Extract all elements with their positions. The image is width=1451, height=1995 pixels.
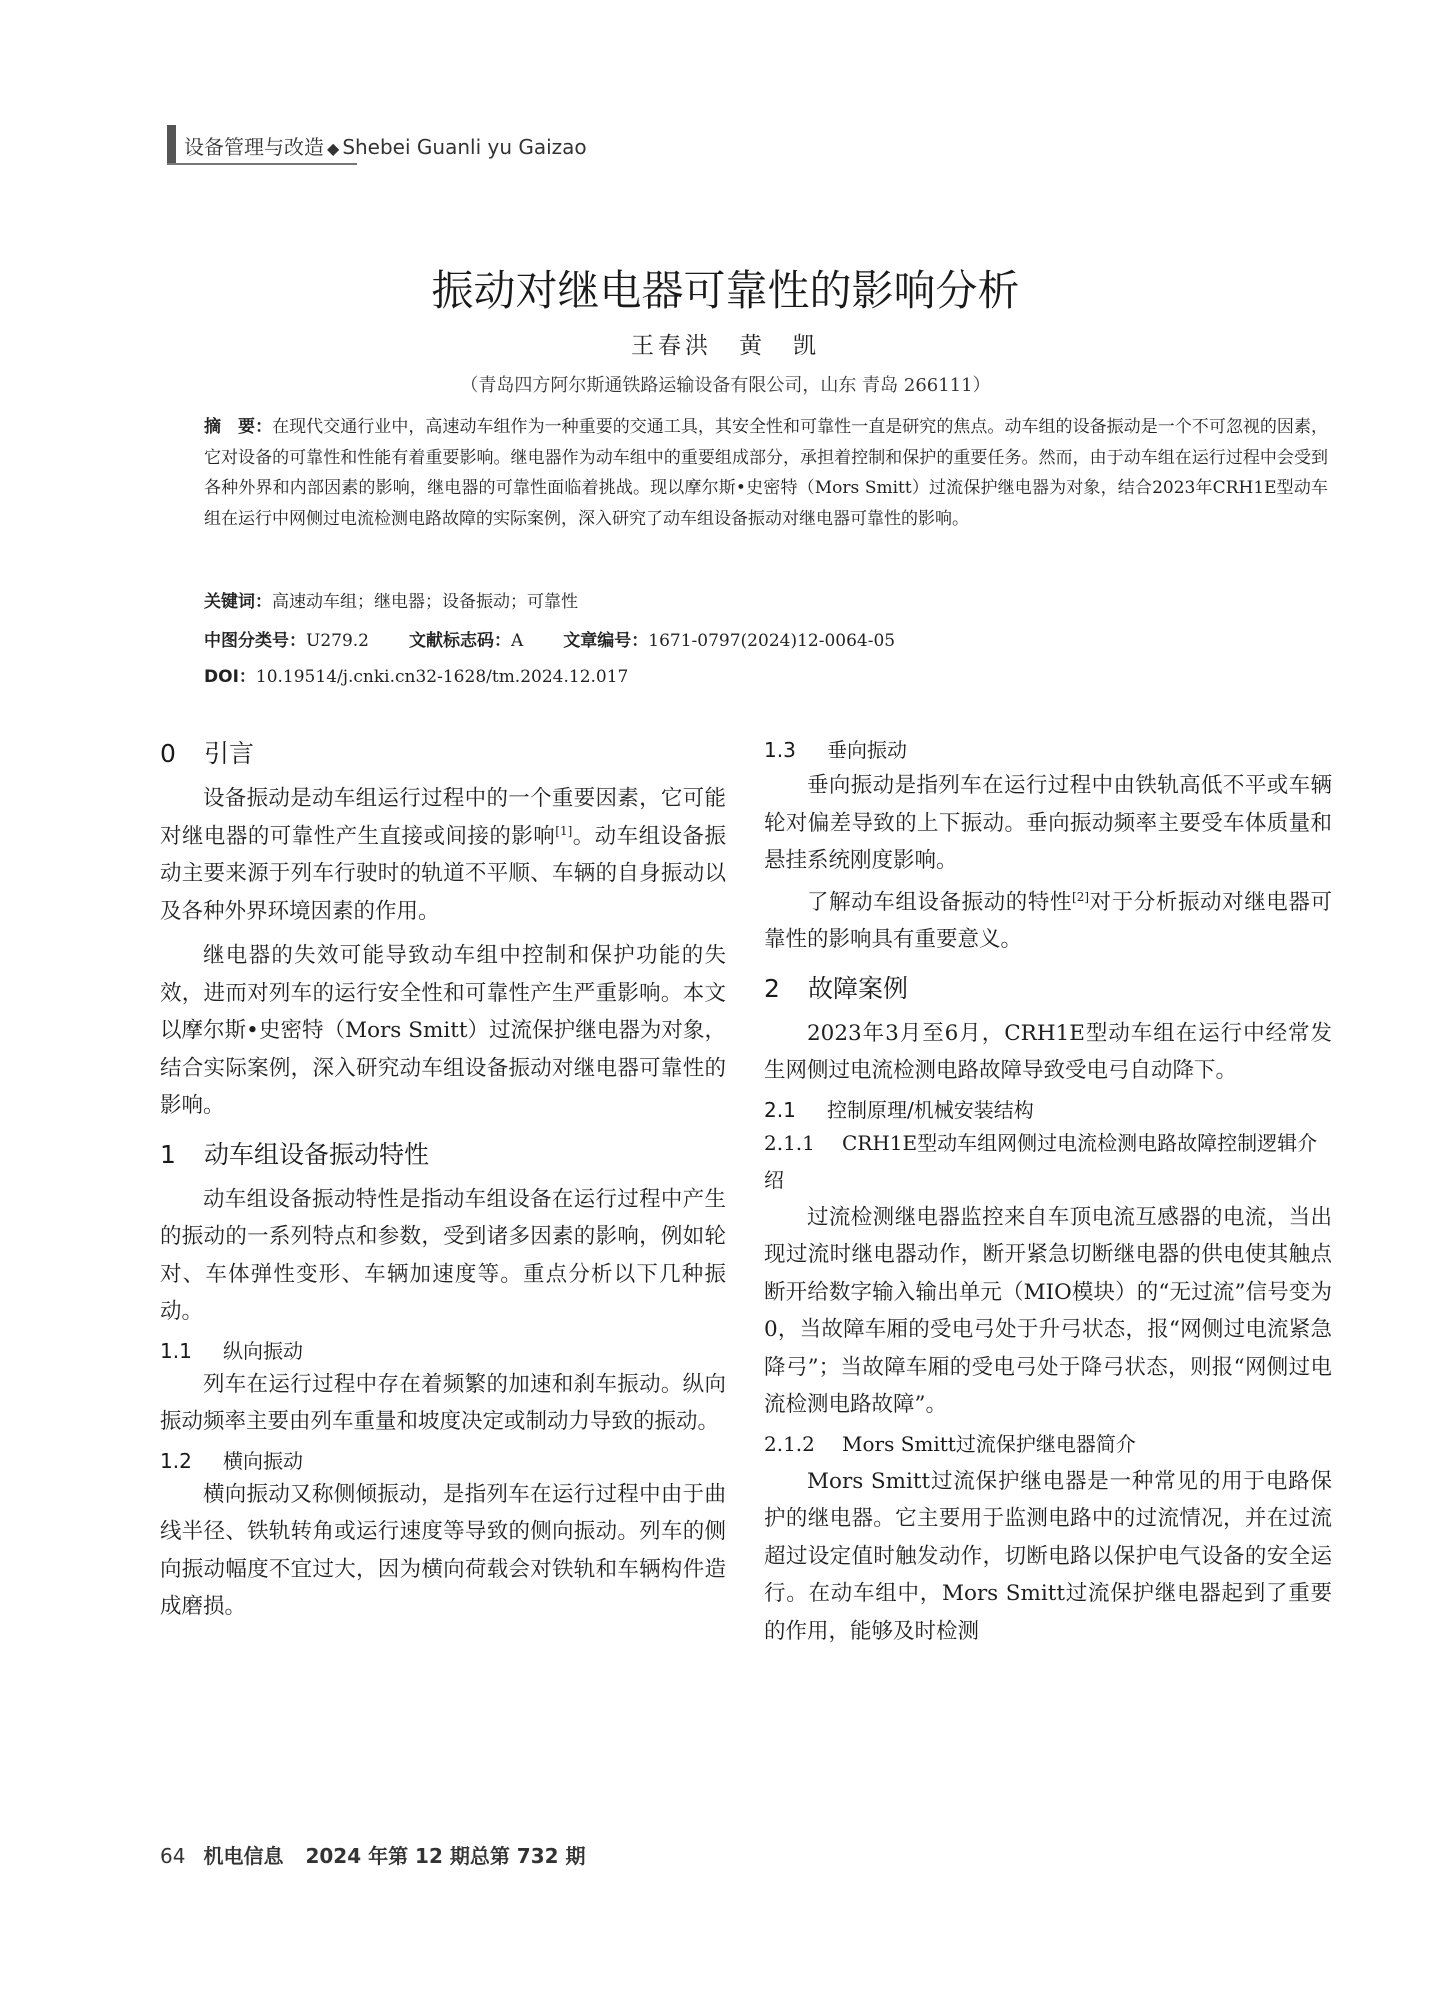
citation-2: [2]: [1072, 889, 1090, 904]
left-column: [160, 734, 726, 1626]
section-2-1-heading: 2.1 控制原理/机械安装结构: [764, 1097, 1034, 1122]
section-2-paragraph-1: 2023年3月至6月，CRH1E型动车组在运行中经常发生网侧过电流检测电路故障导致受电弓自动降下。: [764, 1020, 1332, 1083]
diamond-icon: ◆: [327, 139, 340, 158]
right-column: [764, 734, 1332, 1650]
abstract-text: 在现代交通行业中，高速动车组作为一种重要的交通工具，其安全性和可靠性一直是研究的焦点。动车组的设备振动是一个不可忽视的因素，它对设备的可靠性和性能有着重要影响。继电器作为动车组中的重要组成部分，承担着控制和保护的重要任务。然而，由于动车组在运行过程中会受到各种外界和内部因素的影响，继电器的可靠性面临着挑战。现以摩尔斯•史密特（Mors Smitt）过流保护继电器为对象，结合2023年CRH1E型动车组在运行中网侧过电流检测电路故障的实际案例，深入研究了动车组设备振动对继电器可靠性的影响。: [204, 417, 1328, 529]
keywords: [204, 587, 578, 612]
issue-info: 2024 年第 12 期总第 732 期: [305, 1844, 586, 1868]
section-0-paragraph-1: 设备振动是动车组运行过程中的一个重要因素，它可能对继电器的可靠性产生直接或间接的影响[1]。动车组设备振动主要来源于列车行驶时的轨道不平顺、车辆的自身振动以及各种外界环境因素的作用。: [160, 786, 726, 924]
header-bar: [167, 125, 176, 163]
doi-label: DOI：: [204, 667, 256, 687]
section-0-paragraph-2: 继电器的失效可能导致动车组中控制和保护功能的失效，进而对列车的运行安全性和可靠性产生严重影响。本文以摩尔斯•史密特（Mors Smitt）过流保护继电器为对象，结合实际案例，深入研究动车组设备振动对继电器可靠性的影响。: [160, 943, 726, 1118]
paper-title: 振动对继电器可靠性的影响分析: [431, 266, 1020, 315]
section-1-2-paragraph: 横向振动又称侧倾振动，是指列车在运行过程中由于曲线半径、铁轨转角或运行速度等导致的侧向振动。列车的侧向振动幅度不宜过大，因为横向荷载会对铁轨和车辆构件造成磨损。: [160, 1481, 726, 1619]
section-1-1-paragraph: 列车在运行过程中存在着频繁的加速和刹车振动。纵向振动频率主要由列车重量和坡度决定或制动力导致的振动。: [160, 1371, 726, 1434]
section-1-3-paragraph-1: 垂向振动是指列车在运行过程中由铁轨高低不平或车辆轮对偏差导致的上下振动。垂向振动频率主要受车体质量和悬挂系统刚度影响。: [764, 773, 1332, 873]
page-number: 64: [160, 1844, 186, 1868]
keywords-label: 关键词：: [204, 592, 272, 612]
header-underline: [167, 163, 357, 165]
abstract-label: 摘 要：: [204, 417, 273, 437]
citation-1: [1]: [555, 823, 573, 838]
keywords-text: 高速动车组；继电器；设备振动；可靠性: [272, 592, 578, 612]
section-1-1-heading: 1.1 纵向振动: [160, 1338, 303, 1363]
section-1-paragraph-1: 动车组设备振动特性是指动车组设备在运行过程中产生的振动的一系列特点和参数，受到诸多因素的影响，例如轮对、车体弹性变形、车辆加速度等。重点分析以下几种振动。: [160, 1186, 726, 1324]
affiliation: （青岛四方阿尔斯通铁路运输设备有限公司，山东 青岛 266111）: [460, 375, 991, 396]
doc-code-label: 文献标志码：: [409, 631, 511, 651]
section-1-3-paragraph-2: 了解动车组设备振动的特性[2]对于分析振动对继电器可靠性的影响具有重要意义。: [764, 889, 1332, 952]
clc-label: 中图分类号：: [204, 631, 306, 651]
header-section-cn: 设备管理与改造: [184, 135, 324, 159]
header-section-en: Shebei Guanli yu Gaizao: [342, 135, 587, 159]
section-2-1-1-heading: 2.1.1 CRH1E型动车组网侧过电流检测电路故障控制逻辑介绍: [764, 1130, 1318, 1192]
section-2-1-2-paragraph: Mors Smitt过流保护继电器是一种常见的用于电路保护的继电器。它主要用于监测电路中的过流情况，并在过流超过设定值时触发动作，切断电路以保护电气设备的安全运行。在动车组中，Mors Smitt过流保护继电器起到了重要的作用，能够及时检测: [764, 1468, 1332, 1644]
section-1-2-heading: 1.2 横向振动: [160, 1448, 303, 1473]
section-0-heading: 0 引言: [160, 739, 255, 768]
section-2-1-2-heading: 2.1.2 Mors Smitt过流保护继电器简介: [764, 1431, 1136, 1456]
abstract: [204, 412, 1328, 534]
journal-name: 机电信息: [203, 1844, 284, 1868]
classification-line: [204, 626, 895, 651]
section-2-1-1-paragraph: 过流检测继电器监控来自车顶电流互感器的电流，当出现过流时继电器动作，断开紧急切断继电器的供电使其触点断开给数字输入输出单元（MIO模块）的“无过流”信号变为0，当故障车厢的受电弓处于升弓状态，报“网侧过电流紧急降弓”；当故障车厢的受电弓处于降弓状态，则报“网侧过电流检测电路故障”。: [764, 1204, 1332, 1417]
authors: 王春洪 黄 凯: [631, 333, 820, 359]
section-1-3-heading: 1.3 垂向振动: [764, 738, 907, 762]
running-header: [184, 131, 587, 160]
section-2-heading: 2 故障案例: [764, 973, 909, 1003]
doi: [204, 662, 628, 687]
clc-value: U279.2: [306, 631, 369, 651]
section-1-heading: 1 动车组设备振动特性: [160, 1139, 430, 1169]
doi-value: 10.19514/j.cnki.cn32-1628/tm.2024.12.017: [255, 667, 629, 687]
article-no-value: 1671-0797(2024)12-0064-05: [648, 631, 896, 651]
page-footer: [160, 1840, 586, 1869]
doc-code-value: A: [511, 631, 524, 651]
article-no-label: 文章编号：: [563, 631, 649, 651]
